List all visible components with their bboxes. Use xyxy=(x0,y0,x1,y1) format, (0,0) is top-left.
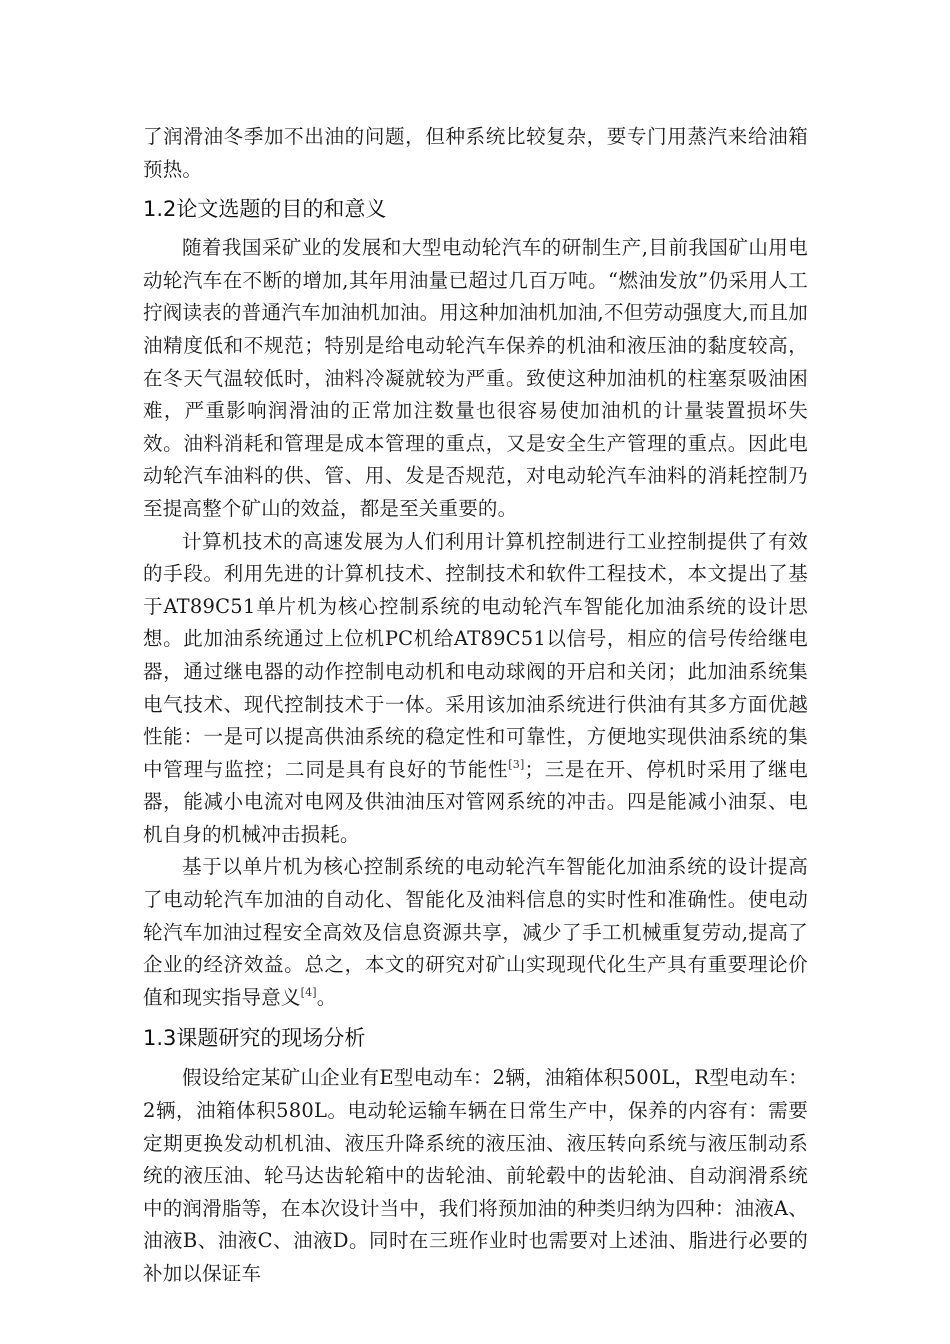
document-body xyxy=(143,121,808,1291)
citation-marker: [4] xyxy=(300,985,317,999)
paragraph-text: 。 xyxy=(316,985,337,1009)
paragraph: 随着我国采矿业的发展和大型电动轮汽车的研制生产,目前我国矿山用电动轮汽车在不断的增加,其年用油量已超过几百万吨。“燃油发放”仍采用人工拧阀读表的普通汽车加油机加油。用这种加油机加油,不但劳动强度大,而且加油精度低和不规范；特别是给电动轮汽车保养的机油和液压油的黏度较高，在冬天气温较低时，油料冷凝就较为严重。致使这种加油机的柱塞泵吸油困难，严重影响润滑油的正常加注数量也很容易使加油机的计量装置损坏失效。油料消耗和管理是成本管理的重点，又是安全生产管理的重点。因此电动轮汽车油料的供、管、用、发是否规范，对电动轮汽车油料的消耗控制乃至提高整个矿山的效益，都是至关重要的。 xyxy=(143,236,808,520)
paragraph: 假设给定某矿山企业有E型电动车：2辆，油箱体积500L，R型电动车：2辆，油箱体积580L。电动轮运输车辆在日常生产中，保养的内容有：需要定期更换发动机机油、液压升降系统的液压油、液压转向系统与液压制动系统的液压油、轮马达齿轮箱中的齿轮油、前轮毂中的齿轮油、自动润滑系统中的润滑脂等，在本次设计当中，我们将预加油的种类归纳为四种：油液A、油液B、油液C、油液D。同时在三班作业时也需要对上述油、脂进行必要的补加以保证车 xyxy=(143,1066,808,1285)
citation-marker: [3] xyxy=(508,757,525,771)
paragraph-text: 基于以单片机为核心控制系统的电动轮汽车智能化加油系统的设计提高了电动轮汽车加油的自动化、智能化及油料信息的实时性和准确性。使电动轮汽车加油过程安全高效及信息资源共享，减少了手工机械重复劳动,提高了企业的经济效益。总之，本文的研究对矿山实现现代化生产具有重要理论价值和现实指导意义 xyxy=(143,855,808,1009)
paragraph-text: 计算机技术的高速发展为人们利用计算机控制进行工业控制提供了有效的手段。利用先进的计算机技术、控制技术和软件工程技术，本文提出了基于AT89C51单片机为核心控制系统的电动轮汽车智能化加油系统的设计思想。此加油系统通过上位机PC机给AT89C51以信号，相应的信号传给继电器，通过继电器的动作控制电动机和电动球阀的开启和关闭；此加油系统集电气技术、现代控制技术于一体。采用该加油系统进行供油有其多方面优越性能：一是可以提高供油系统的稳定性和可靠性，方便地实现供油系统的集中管理与监控；二同是具有良好的节能性 xyxy=(143,529,808,781)
paragraph-text: ；三是在开、停机时采用了继电器，能减小电流对电网及供油油压对管网系统的冲击。四是能减小油泵、电机自身的机械冲击损耗。 xyxy=(143,757,808,846)
paragraph xyxy=(143,526,808,852)
paragraph xyxy=(143,851,808,1014)
paragraph-continued: 了润滑油冬季加不出油的问题，但种系统比较复杂，要专门用蒸汽来给油箱预热。 xyxy=(143,125,808,181)
section-heading-1-2: 1.2论文选题的目的和意义 xyxy=(143,197,387,222)
section-heading-1-3: 1.3课题研究的现场分析 xyxy=(143,1026,366,1051)
